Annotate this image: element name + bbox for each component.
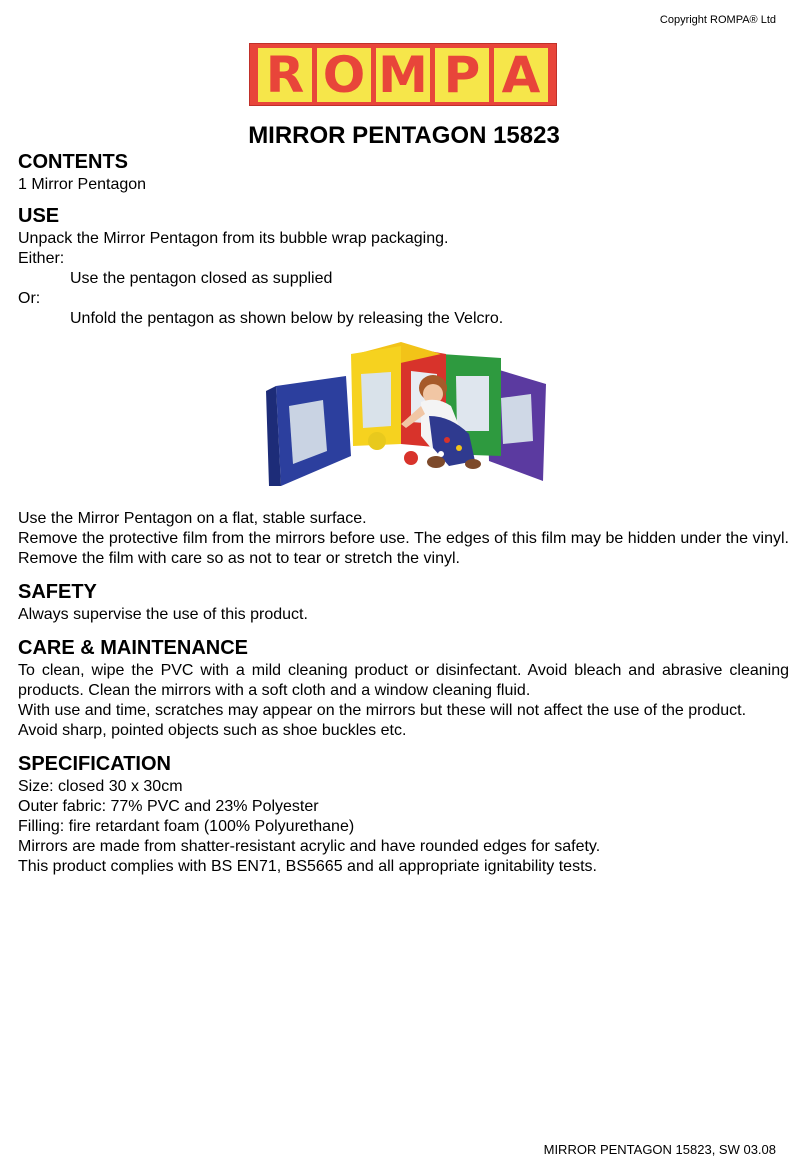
spec-text: This product complies with BS EN71, BS5665 and all appropriate ignitability tests. bbox=[18, 858, 597, 875]
use-text: Use the Mirror Pentagon on a flat, stable surface. bbox=[18, 510, 367, 527]
use-text: Unfold the pentagon as shown below by releasing the Velcro. bbox=[70, 310, 504, 327]
logo-letter: O bbox=[317, 48, 371, 102]
logo-letter: M bbox=[376, 48, 430, 102]
unfolded-mirror-pentagon-with-child-photo bbox=[261, 336, 561, 496]
footer-reference: MIRROR PENTAGON 15823, SW 03.08 bbox=[543, 1142, 776, 1157]
specification-heading: SPECIFICATION bbox=[18, 753, 171, 775]
use-text: Either: bbox=[18, 250, 65, 267]
page-title: MIRROR PENTAGON 15823 bbox=[248, 122, 560, 149]
care-text: Avoid sharp, pointed objects such as shoe buckles etc. bbox=[18, 722, 407, 739]
care-text: To clean, wipe the PVC with a mild cleaning product or disinfectant. Avoid bleach and abrasive cleaning products. Clean the mirrors with a soft cloth and a window cleaning fluid. bbox=[18, 662, 789, 699]
spec-text: Filling: fire retardant foam (100% Polyurethane) bbox=[18, 818, 355, 835]
safety-text: Always supervise the use of this product. bbox=[18, 606, 308, 623]
copyright-notice: Copyright ROMPA® Ltd bbox=[659, 14, 776, 26]
use-text: Use the pentagon closed as supplied bbox=[70, 270, 333, 287]
contents-heading: CONTENTS bbox=[18, 151, 128, 173]
use-text: Unpack the Mirror Pentagon from its bubble wrap packaging. bbox=[18, 230, 449, 247]
contents-text: 1 Mirror Pentagon bbox=[18, 176, 147, 193]
spec-text: Size: closed 30 x 30cm bbox=[18, 778, 183, 795]
care-text: With use and time, scratches may appear on the mirrors but these will not affect the use of the product. bbox=[18, 702, 747, 719]
use-heading: USE bbox=[18, 205, 60, 227]
rompa-logo bbox=[249, 43, 557, 106]
spec-text: Mirrors are made from shatter-resistant acrylic and have rounded edges for safety. bbox=[18, 838, 601, 855]
safety-heading: SAFETY bbox=[18, 581, 97, 603]
logo-letter: P bbox=[435, 48, 489, 102]
document-body bbox=[18, 149, 789, 877]
logo-letter: A bbox=[494, 48, 548, 102]
use-text: Remove the protective film from the mirrors before use. The edges of this film may be hidden under the vinyl. Remove the film with care so as not to tear or stretch the vinyl. bbox=[18, 530, 789, 567]
logo-letter: R bbox=[258, 48, 312, 102]
care-heading: CARE & MAINTENANCE bbox=[18, 637, 248, 659]
use-text: Or: bbox=[18, 290, 41, 307]
spec-text: Outer fabric: 77% PVC and 23% Polyester bbox=[18, 798, 319, 815]
